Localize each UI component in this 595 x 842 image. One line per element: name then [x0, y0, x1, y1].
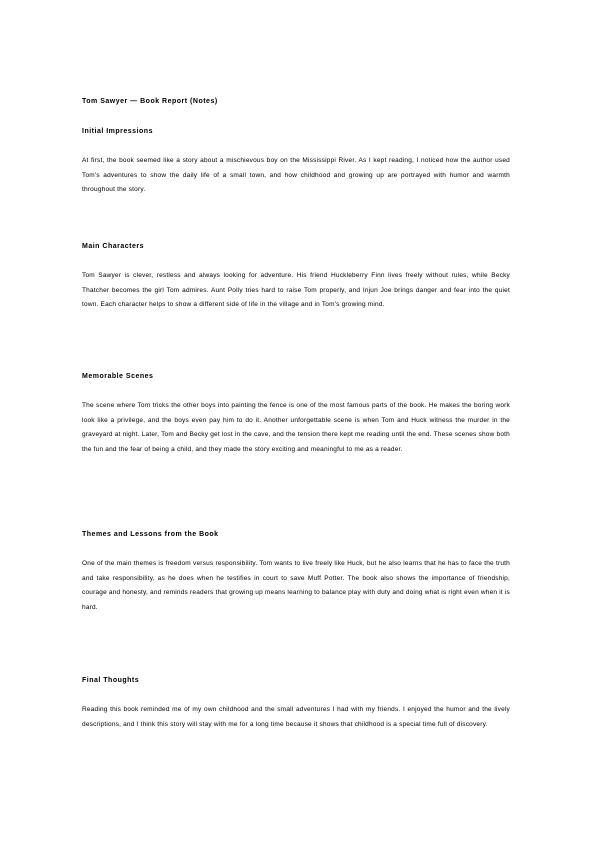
section-heading: Initial Impressions [82, 128, 153, 135]
section-paragraph: At first, the book seemed like a story about a mischievous boy on the Mississippi River. As I kept reading, I noticed how the author used Tom's adventures to show the daily life of a small town, and how childhood and growing up are portrayed with humor and warmth throughout the story. [82, 157, 510, 193]
section-paragraph: Reading this book reminded me of my own childhood and the small adventures I had with my friends. I enjoyed the humor and the lively descriptions, and I think this story will stay with me for a long time because it shows that childhood is a special time full of discovery. [82, 706, 510, 728]
section-final-thoughts [82, 677, 510, 732]
section-heading: Final Thoughts [82, 677, 140, 684]
document-title: Tom Sawyer — Book Report (Notes) [82, 98, 218, 105]
section-initial-impressions [82, 128, 510, 198]
section-heading: Themes and Lessons from the Book [82, 531, 219, 538]
section-themes-and-lessons [82, 531, 510, 615]
section-paragraph: One of the main themes is freedom versus responsibility. Tom wants to live freely like Huck, but he also learns that he has to face the truth and take responsibility, as he does when he testifies in court to save Muff Potter. The book also shows the importance of friendship, courage and honesty, and reminds readers that growing up means learning to balance play with duty and doing what is right even when it is hard. [82, 560, 510, 611]
section-heading: Memorable Scenes [82, 373, 154, 380]
section-paragraph: Tom Sawyer is clever, restless and always looking for adventure. His friend Huckleberry Finn lives freely without rules, while Becky Thatcher becomes the girl Tom admires. Aunt Polly tries hard to raise Tom properly, and Injun Joe brings danger and fear into the quiet town. Each character helps to show a different side of life in the village and in Tom's growing mind. [82, 272, 510, 308]
section-heading: Main Characters [82, 243, 144, 250]
section-main-characters [82, 243, 510, 313]
section-memorable-scenes [82, 373, 510, 457]
section-paragraph: The scene where Tom tricks the other boys into painting the fence is one of the most famous parts of the book. He makes the boring work look like a privilege, and the boys even pay him to do it. Another unforgettable scene is when Tom and Huck witness the murder in the graveyard at night. Later, Tom and Becky get lost in the cave, and the tension there kept me reading until the end. These scenes show both the fun and the fear of being a child, and they made the story exciting and meaningful to me as a reader. [82, 402, 510, 453]
